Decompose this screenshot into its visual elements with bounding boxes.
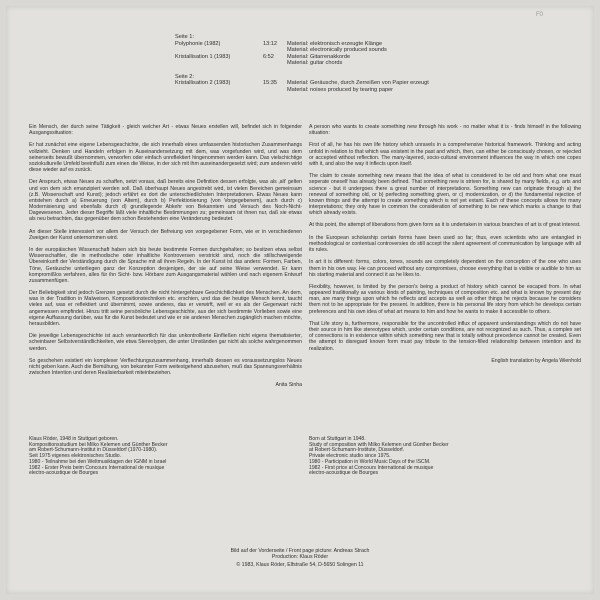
german-essay bbox=[29, 124, 302, 389]
paragraph: A person who wants to create something new through his work - no matter what it is - finds himself in the following situation: bbox=[309, 124, 581, 137]
bio-german bbox=[29, 437, 167, 477]
side-1-label: Seite 1: bbox=[175, 34, 194, 40]
bio-line: at Robert-Schumann-Institute, Düsseldorf. bbox=[309, 447, 405, 454]
side-2-label: Seite 2: bbox=[175, 73, 194, 80]
bio-line: 1982 - First price at Concours International de musique bbox=[309, 464, 434, 471]
track-material: Material: noises produced by tearing paper bbox=[287, 86, 394, 93]
bio-line: 1980 - Teilnahme bei den Weltmusiktagen der IGNM in Israel bbox=[29, 458, 167, 465]
track-material: Material: electronically produced sounds bbox=[287, 47, 387, 54]
paragraph: That Life story is, furthermore, responsible for the uncontrolled influx of apparent understandings which do not have their source in him like stereotypes which, under certain conditions, are not recognized as such. Thus, a complex set of connections is in existence within which something new that is totally without precedence cannot be created. Even the attempt to disregard known form must pay tribute to the tension-filled relationship between intention and its realization. bbox=[309, 320, 581, 352]
track-title: Kristallisation 2 (1983) bbox=[175, 80, 231, 87]
track-material: Material: elektronisch erzeugte Klänge bbox=[287, 40, 383, 47]
paragraph: Er hat zunächst eine eigene Lebensgeschichte, die sich innerhalb eines umfassenden historischen Zusammenhangs vollzieht. Denken und Handeln erfolgen in Auseinandersetzung mit dem, was vorgefunden wird, und was dem seinerseits bewußt übernommen, verworfen oder einfach unreflektiert hingenommen werden kann. Das vielschichtige soziokulturelle Umfeld beeinflußt zum einen die Weise, in der sich mit ihm auseinandergesetzt wird; zum anderen wirkt diese wieder auf es zurück. bbox=[29, 142, 302, 174]
track-title: Polyphonie (1982) bbox=[175, 40, 221, 47]
track-material: Material: guitar chords bbox=[287, 60, 343, 67]
production-credit: Production: Klaus Röder bbox=[271, 554, 329, 561]
paragraph: In the European scholarship certain forms have been used so far; thus, even scientists who are entangled in methodological or contentual controversies do still accept the silent agreement of communication by language with all its rules. bbox=[309, 234, 581, 254]
track-title: Kristallisation 1 (1983) bbox=[175, 53, 231, 60]
bio-line: Study of composition with Milko Kelemen und Günther Becker bbox=[309, 441, 449, 448]
bio-line: Born at Stuttgart in 1948. bbox=[309, 436, 366, 442]
track-row bbox=[175, 54, 429, 61]
paragraph: First of all, he has his own life history which unravels in a comprehensive historical framework. Thinking and acting unfold in relation to that which was existent in the past and which, then, can either be consciously chosen, or rejected or accepted without reflection. The many-layered, socio-cultural environment influences the way in which one copes with it, and also the way it inflects upon itself. bbox=[309, 142, 581, 167]
bio-english bbox=[309, 437, 449, 477]
material-row bbox=[175, 60, 429, 67]
bio-line: 1980 - Participation in World Music Days of the ISCM. bbox=[309, 458, 431, 465]
bio-line: Klaus Röder, 1948 in Stuttgart geboren. bbox=[29, 436, 119, 442]
bio-line: electro-acoustique de Bourges bbox=[309, 470, 379, 477]
bio-line: 1982 - Erster Preis beim Concours International de musique bbox=[29, 464, 165, 471]
bio-line: electro-acoustique de Bourges bbox=[29, 470, 99, 477]
paragraph: In der europäischen Wissenschaft haben sich bis heute bestimmte Formen durchgehalten; so besitzen etwa selbst Wissenschaftler, die in methodische oder inhaltliche Kontroversen verstrickt sind, noch die stillschweigende Übereinkunft der Verständigung durch die Sprache mit all ihren Regeln. In der Kunst ist das anders: Formen, Farben, Töne, Geräusche unterliegen ganz der Konzeption desjenigen, der sie auf seine Weise verwendet. Er kann kompromißlos verfahren, alles für ihn Sicht- bzw. Hörbare zum Ausgangsmaterial wählen und nach eigenem Entwurf zusammenfügen. bbox=[29, 247, 302, 284]
picture-credit: Bild auf der Vorderseite / Front page picture: Andreas Strach bbox=[230, 548, 370, 554]
bio-line: Kompositionsstudium bei Milko Kelemen und Günther Becker bbox=[29, 441, 168, 448]
paragraph: So geschehen existiert ein komplexer Verflechtungszusammenhang, innerhalb dessen es voraussetzungslos Neues nicht geben kann. Auch die Bemühung, von bekannter Form weitestgehend abzusehen, muß das Spannungsverhältnis zwischen Intention und deren Realisierbarkeit miteinbeziehen. bbox=[29, 357, 302, 377]
track-material: Material: Gitarrenakkorde bbox=[287, 53, 351, 60]
paragraph: An dieser Stelle interessiert vor allem der Versuch der Befreiung von vorgegebener Form, wie er in verschiedenen Zweigen der Kunst unternommen wird. bbox=[29, 228, 302, 241]
translator-credit: English translation by Angela Wienhold bbox=[491, 357, 581, 364]
credits bbox=[0, 548, 600, 560]
tracklist bbox=[175, 34, 429, 93]
bio-line: am Robert-Schumann-Institut in Düsseldorf (1970-1980). bbox=[29, 447, 158, 454]
track-duration: 15:35 bbox=[263, 80, 277, 87]
track-duration: 6:52 bbox=[263, 53, 274, 60]
paragraph: Flexibility, however, is limited by the person's being a product of history which cannot be escaped from. In what appeared traditionally as various kinds of painting, techniques of composition etc. and what is known by present day man, are many things upon which he reflects and accepts as well as other things he rejects because he considers them not to be appropriate for the present. In addition, there is his personal life story from which he develops certain preferences and his own idea of what art means to him and how he wants to make it accessible to others. bbox=[309, 283, 581, 315]
copyright-notice: © 1983, Klaus Röder, Elfstraße 54, D-5650 Solingen 11 bbox=[236, 562, 364, 568]
track-row bbox=[175, 80, 429, 87]
paragraph: Der Anspruch, etwas Neues zu schaffen, setzt voraus, daß bereits eine Definition dessen erfolgte, was als ‚alt' gelten und von dem sich emanzipiert werden soll. Daß überhaupt Neues angestrebt wird, ist vielen Bereichen gemeinsam (z.B. Wissenschaft und Kunst); jedoch erfährt es dort die unterschiedlichsten Interpretationen. Etwas Neues kann entstehen durch a) Erneuerung (von Altem), durch b) Perfektionierung (von Vorgegebenem), auch durch c) Modernisierung und ebenfalls durch d) grundlegende Abkehr von Bekanntem und Versuch des Noch-Nicht-Dagewesenen. Jeder dieser Begriffe läßt viele inhaltliche Bestimmungen zu; gemeinsam ist ihnen nur, daß sie etwas als neu betrachten, das gegenüber dem schon Bestehenden eine Veränderung bedeutet. bbox=[29, 179, 302, 223]
paragraph: At this point, the attempt of liberations from given form as it is undertaken in various branches of art is of great interest. bbox=[309, 222, 581, 229]
track-material: Material: Geräusche, durch Zerreißen von Papier erzeugt bbox=[287, 80, 429, 87]
material-row bbox=[175, 47, 429, 54]
track-duration: 13:12 bbox=[263, 40, 277, 47]
bio-line: Seit 1975 eigenes elektronisches Studio. bbox=[29, 453, 122, 460]
corner-mark: F0 bbox=[536, 12, 544, 18]
bio-line: Private electronic studio since 1975. bbox=[309, 453, 391, 460]
paragraph: Die jeweilige Lebensgeschichte ist auch verantwortlich für das unkontrollierte Einfließen nicht eigens thematisierter, scheinbarer Selbstverständlichkeiten, wie etwa Stereotypen, die unter Umständen gar nicht als solche wahrgenommen werden. bbox=[29, 333, 302, 352]
material-row bbox=[175, 87, 429, 94]
paragraph: In art it is different: forms, colors, tones, sounds are completely dependent on the conception of the one who uses them in his own way. He can proceed without any compromises, choose everything that is visible or audible to him as his starting material and connect it as he likes to. bbox=[309, 259, 581, 278]
paragraph: The claim to create something new means that the idea of what is considered to be old and from what one must seperate oneself has already been defined. That something new is striven for, is shared by many fields, e.g. arts and science - but it undergoes there a great number of interpretations. Something new can originate through a) the renewal of something old, or b) perfecting something given, or c) modernization, or d) the fundamental rejection of known things and the attempt to create something which is not yet extant. Each of these concepts allows for many interpretations; they only have in common the consideration of something to be new which marks a change to that which already exists. bbox=[309, 173, 581, 217]
english-essay bbox=[309, 124, 581, 364]
paragraph: Ein Mensch, der durch seine Tätigkeit - gleich welcher Art - etwas Neues erstellen will, befindet sich in folgender Ausgangssituation: bbox=[29, 124, 302, 137]
track-row bbox=[175, 41, 429, 48]
paragraph: Der Beliebigkeit sind jedoch Grenzen gesetzt durch die nicht hintergehbare Geschichtlichkeit des Menschen. An dem, was in der Tradition in Malweisen, Kompositionstechniken etc. erschien, und das der heutige Mensch kennt, taucht vieles auf, was er reflektiert und übernimmt, sowie anderes, das er verwirft, weil er es als der Gegenwart nicht angemessen empfindet. Hinzu tritt seine persönliche Lebensgeschichte, aus der sich bestimmte Vorlieben sowie eine eigene Auffassung darüber, was für die Kunst bedeutet und wie er sie anderen Menschen zugänglich machen möchte, herausbilden. bbox=[29, 290, 302, 327]
author-signature: Anita Sinha bbox=[275, 382, 302, 389]
